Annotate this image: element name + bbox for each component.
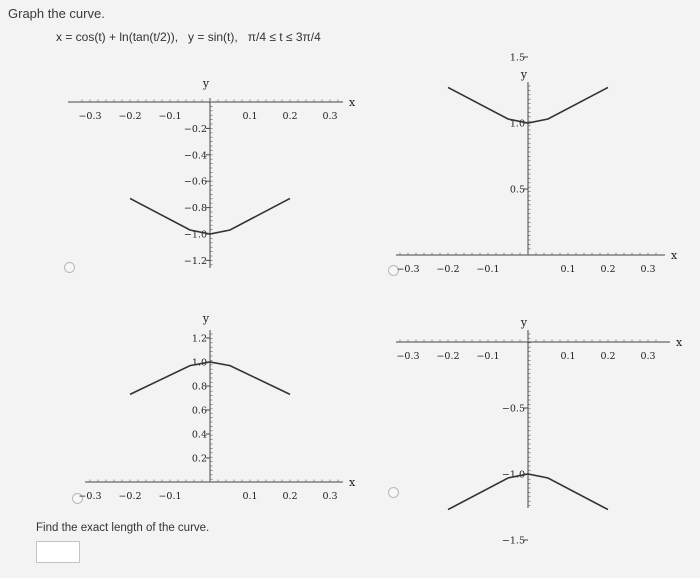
y-tick-label-b: 1.0 [509,118,525,130]
x-tick-label-c: 0.2 [282,491,298,502]
x-tick-label-a: −0.2 [118,111,142,122]
x-tick-label-b: 0.3 [640,264,656,275]
x-axis-name-c: x [349,476,356,489]
x-tick-label-c: 0.1 [242,491,258,502]
y-tick-label-a: −0.4 [183,150,207,162]
x-tick-label-c: −0.2 [118,491,142,502]
x-tick-label-b: −0.1 [476,264,500,275]
y-tick-label-c: 0.6 [191,405,207,417]
y-tick-label-a: −0.8 [183,203,207,215]
answer-input[interactable] [36,541,80,563]
x-tick-label-b: 0.1 [560,264,576,275]
x-tick-label-d: −0.3 [396,351,420,362]
y-tick-label-b: 0.5 [509,184,525,196]
y-tick-label-c: 1.0 [191,357,207,369]
y-tick-label-a: −0.6 [183,176,207,188]
x-tick-label-a: −0.1 [158,111,182,122]
y-axis-name-a: y [202,77,210,90]
parametric-equation: x = cos(t) + ln(tan(t/2)), y = sin(t), π/4 ≤ t ≤ 3π/4 [56,30,321,44]
x-tick-label-a: 0.3 [322,111,338,122]
y-tick-label-d: −1.0 [501,469,525,481]
x-tick-label-d: 0.2 [600,351,616,362]
y-tick-label-c: 0.2 [191,453,207,465]
x-tick-label-c: 0.3 [322,491,338,502]
y-tick-label-a: −0.2 [183,123,207,135]
y-axis-name-d: y [520,316,528,329]
y-axis-name-c: y [202,312,210,325]
x-tick-label-d: 0.3 [640,351,656,362]
x-tick-label-d: −0.2 [436,351,460,362]
y-tick-label-c: 0.4 [191,429,207,441]
x-tick-label-b: −0.3 [396,264,420,275]
y-tick-label-a: −1.0 [183,229,207,241]
length-prompt: Find the exact length of the curve. [36,522,210,534]
x-tick-label-b: −0.2 [436,264,460,275]
x-tick-label-b: 0.2 [600,264,616,275]
x-tick-label-d: 0.1 [560,351,576,362]
x-axis-name-a: x [349,96,356,109]
x-tick-label-c: −0.3 [78,491,102,502]
x-tick-label-a: 0.2 [282,111,298,122]
x-axis-name-d: x [676,336,683,349]
x-tick-label-a: −0.3 [78,111,102,122]
y-axis-name-b: y [520,68,528,81]
x-tick-label-a: 0.1 [242,111,258,122]
y-tick-label-c: 0.8 [191,381,207,393]
question-title: Graph the curve. [8,6,105,21]
y-tick-label-b: 1.5 [509,52,525,64]
y-tick-label-d: −0.5 [501,403,525,415]
y-tick-label-c: 1.2 [191,333,207,345]
y-tick-label-d: −1.5 [501,535,525,547]
x-tick-label-d: −0.1 [476,351,500,362]
x-axis-name-b: x [671,249,678,262]
x-tick-label-c: −0.1 [158,491,182,502]
y-tick-label-a: −1.2 [183,255,207,267]
